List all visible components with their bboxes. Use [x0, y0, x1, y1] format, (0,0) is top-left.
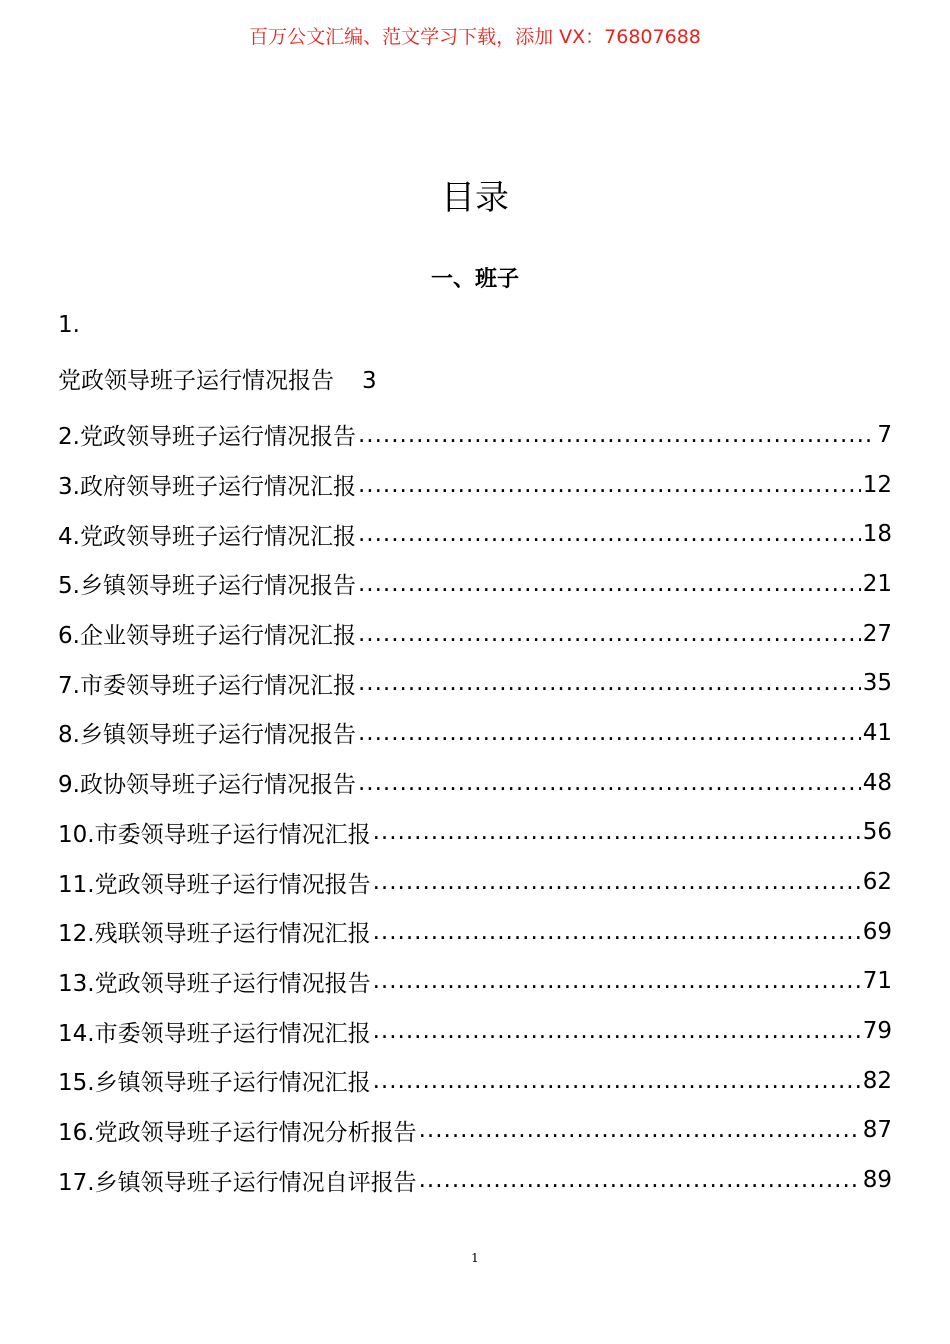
toc-entry-text: 13.党政领导班子运行情况报告 — [58, 970, 371, 997]
toc-entry[interactable] — [58, 907, 892, 957]
toc-entry[interactable] — [58, 1106, 892, 1156]
toc-entry[interactable] — [58, 559, 892, 609]
toc-entry[interactable] — [58, 758, 892, 808]
toc-entry-text: 10.市委领导班子运行情况汇报 — [58, 821, 371, 848]
toc-leader-dots — [373, 968, 861, 994]
toc-leader-dots — [358, 571, 861, 597]
toc-leader-dots — [358, 472, 861, 498]
toc-entry-text: 6.企业领导班子运行情况汇报 — [58, 623, 356, 650]
toc-entry-text: 16.党政领导班子运行情况分析报告 — [58, 1119, 417, 1146]
toc-leader-dots — [358, 422, 875, 448]
toc-entry-page: 71 — [862, 968, 892, 995]
toc-entry-page: 7 — [877, 421, 892, 448]
toc-entry-text: 4.党政领导班子运行情况汇报 — [58, 523, 356, 550]
toc-entry-page: 18 — [862, 521, 892, 548]
toc-entry[interactable] — [58, 708, 892, 758]
toc-entry-text: 8.乡镇领导班子运行情况报告 — [58, 722, 356, 749]
toc-entry[interactable] — [58, 609, 892, 659]
toc-leader-dots — [373, 819, 861, 845]
toc-leader-dots — [373, 1018, 861, 1044]
toc-entry[interactable] — [58, 857, 892, 907]
header-banner: 百万公文汇编、范文学习下载，添加 VX：76807688 — [249, 26, 701, 48]
toc-entry-text: 3.政府领导班子运行情况汇报 — [58, 474, 356, 501]
section-heading: 一、班子 — [430, 267, 519, 292]
toc-leader-dots — [373, 869, 861, 895]
toc-list — [58, 410, 892, 1205]
toc-entry[interactable] — [58, 658, 892, 708]
toc-entry-page: 87 — [862, 1117, 892, 1144]
page-title: 目录 — [441, 178, 509, 218]
toc-entry[interactable] — [58, 957, 892, 1007]
toc-leader-dots — [358, 670, 861, 696]
toc-leader-dots — [419, 1167, 861, 1193]
toc-entry[interactable] — [58, 808, 892, 858]
toc-entry[interactable] — [58, 1006, 892, 1056]
toc-entry-1-page: 3 — [362, 368, 377, 394]
toc-leader-dots — [373, 1068, 861, 1094]
toc-entry-page: 89 — [862, 1167, 892, 1194]
toc-entry-text: 7.市委领导班子运行情况汇报 — [58, 672, 356, 699]
toc-entry-page: 82 — [862, 1067, 892, 1094]
toc-entry-1[interactable] — [58, 362, 377, 395]
toc-entry-text: 12.残联领导班子运行情况汇报 — [58, 921, 371, 948]
toc-entry-text: 15.乡镇领导班子运行情况汇报 — [58, 1070, 371, 1097]
toc-entry[interactable] — [58, 1155, 892, 1205]
toc-entry-text: 5.乡镇领导班子运行情况报告 — [58, 573, 356, 600]
toc-entry-page: 35 — [862, 670, 892, 697]
toc-entry-page: 56 — [862, 819, 892, 846]
toc-leader-dots — [358, 720, 861, 746]
toc-entry-page: 27 — [862, 620, 892, 647]
toc-leader-dots — [373, 919, 861, 945]
toc-entry[interactable] — [58, 410, 892, 460]
toc-entry-page: 79 — [862, 1018, 892, 1045]
toc-entry-text: 17.乡镇领导班子运行情况自评报告 — [58, 1169, 417, 1196]
toc-leader-dots — [358, 770, 861, 796]
toc-entry-page: 62 — [862, 869, 892, 896]
toc-leader-dots — [358, 621, 861, 647]
toc-entry[interactable] — [58, 460, 892, 510]
toc-entry-page: 12 — [862, 471, 892, 498]
toc-entry-page: 21 — [862, 570, 892, 597]
toc-entry[interactable] — [58, 1056, 892, 1106]
toc-entry-text: 11.党政领导班子运行情况报告 — [58, 871, 371, 898]
toc-leader-dots — [358, 521, 861, 547]
toc-entry-page: 48 — [862, 769, 892, 796]
toc-entry-page: 41 — [862, 719, 892, 746]
page-number: 1 — [471, 1251, 479, 1265]
toc-leader-dots — [419, 1117, 861, 1143]
toc-entry-text: 2.党政领导班子运行情况报告 — [58, 424, 356, 451]
toc-entry-text: 9.政协领导班子运行情况报告 — [58, 772, 356, 799]
toc-entry-1-text: 党政领导班子运行情况报告 — [58, 368, 334, 394]
toc-entry-page: 69 — [862, 918, 892, 945]
toc-entry[interactable] — [58, 509, 892, 559]
toc-entry-text: 14.市委领导班子运行情况汇报 — [58, 1020, 371, 1047]
toc-entry-1-number: 1. — [58, 312, 80, 338]
